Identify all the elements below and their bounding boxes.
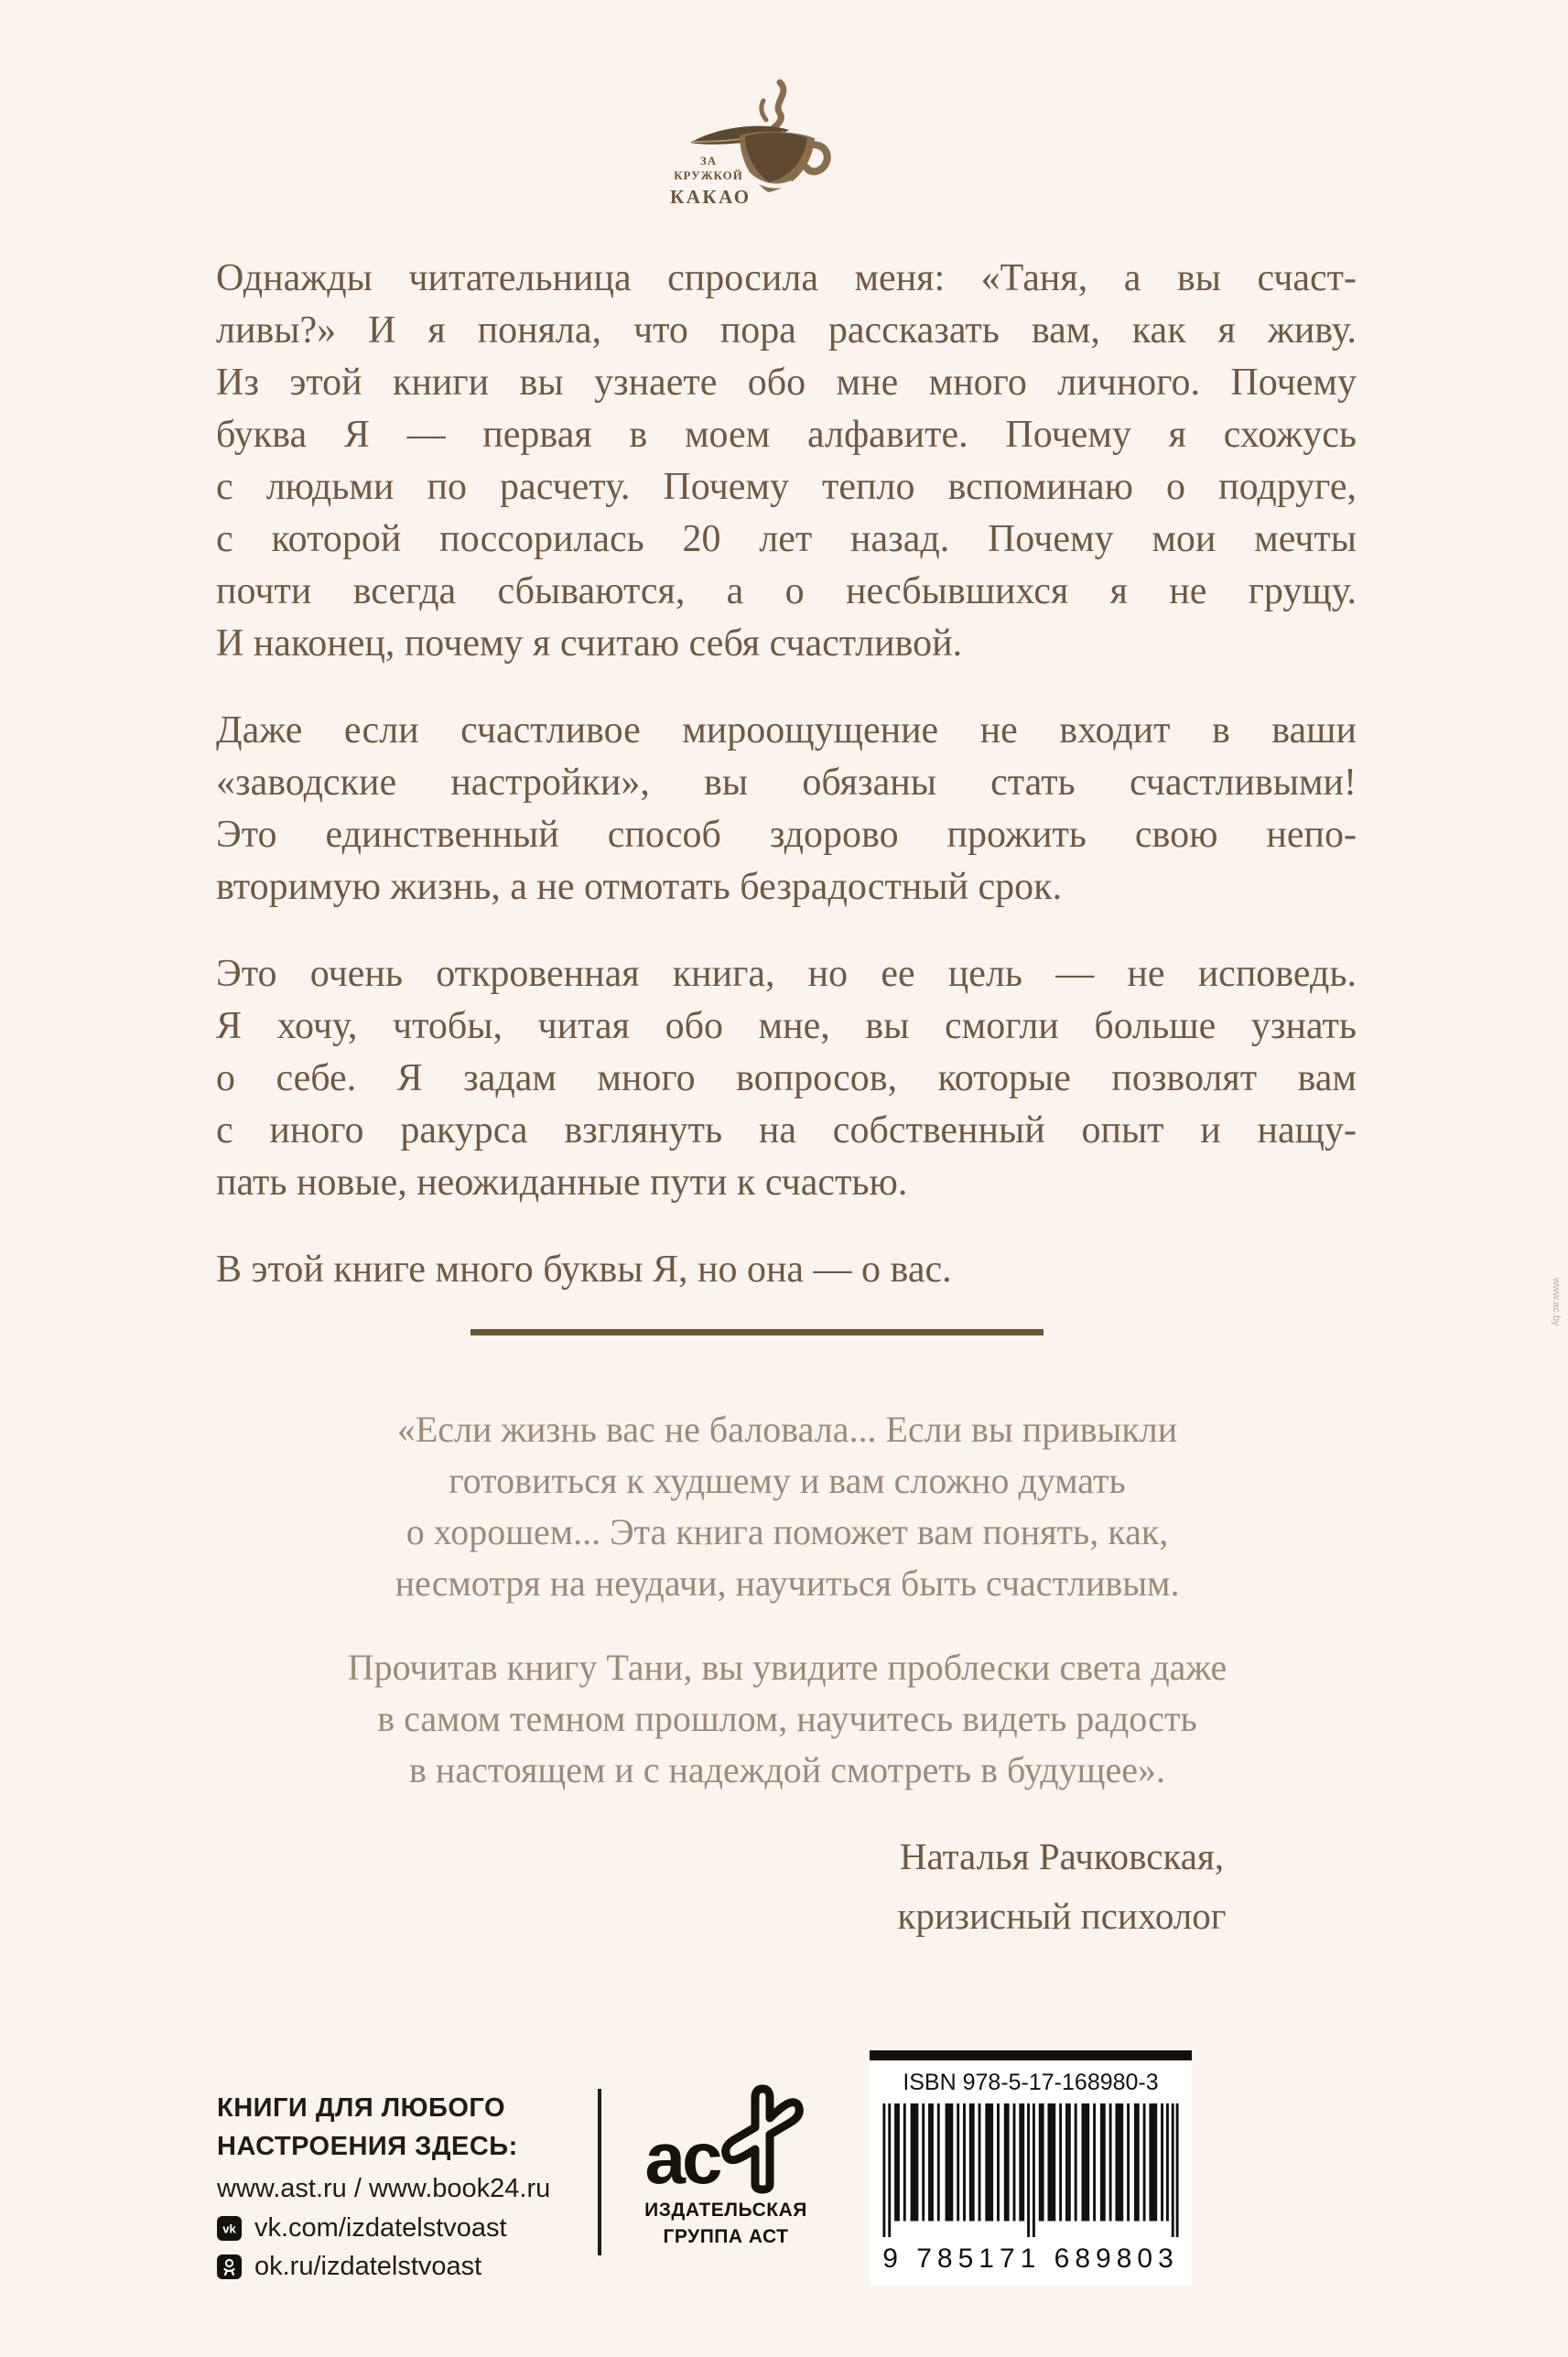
- text-line: пать новые, неожиданные пути к счастью.: [216, 1162, 908, 1204]
- paragraph: [247, 1642, 1327, 1796]
- barcode-digits: 9 785171 689803: [882, 2243, 1179, 2274]
- ast-logo-letters: ас: [644, 2117, 719, 2199]
- websites-text: www.ast.ru / www.book24.ru: [217, 2174, 551, 2203]
- ast-logo-block: [630, 2080, 822, 2250]
- ast-caption-line1: ИЗДАТЕЛЬСКАЯ: [644, 2200, 807, 2221]
- review-quote: [247, 1404, 1327, 1829]
- reviewer-title: кризисный психолог: [897, 1895, 1227, 1937]
- annotation-text: [216, 253, 1357, 1331]
- promo-heading-line2: НАСТРОЕНИЯ ЗДЕСЬ:: [217, 2132, 518, 2161]
- series-logo-line2: КАКАО: [670, 186, 752, 208]
- ast-logo: [630, 2080, 822, 2197]
- reviewer-signature: [806, 1827, 1318, 1946]
- paragraph: [216, 253, 1357, 670]
- text-line: Однажды читательница спросила меня: «Таня, а вы счаст-: [216, 257, 1357, 299]
- barcode-block: [870, 2050, 1192, 2286]
- text-line: Я хочу, чтобы, читая обо мне, вы смогли больше узнать: [216, 1005, 1357, 1047]
- paragraph: [216, 1244, 1357, 1296]
- isbn-text: ISBN 978-5-17-168980-3: [903, 2070, 1159, 2095]
- paragraph: [216, 948, 1357, 1209]
- text-line: Прочитав книгу Тани, вы увидите проблески света даже: [347, 1647, 1227, 1688]
- paragraph: [216, 705, 1357, 914]
- cocoa-cup-icon: [685, 79, 831, 207]
- odnoklassniki-icon: [217, 2254, 242, 2279]
- text-line: В этой книге много буквы Я, но она — о вас.: [216, 1249, 952, 1291]
- vk-link-row: [217, 2211, 550, 2245]
- promo-heading-line1: КНИГИ ДЛЯ ЛЮБОГО: [217, 2093, 506, 2123]
- text-line: Из этой книги вы узнаете обо мне много личного. Почему: [216, 362, 1357, 404]
- text-line: Это единственный способ здорово прожить свою непо-: [216, 814, 1357, 856]
- text-line: ливы?» И я поняла, что пора рассказать вам, как я живу.: [216, 309, 1357, 351]
- text-line: в настоящем и с надеждой смотреть в будущее».: [409, 1749, 1165, 1790]
- paragraph: [247, 1404, 1327, 1609]
- text-line: И наконец, почему я считаю себя счастливой.: [216, 622, 963, 665]
- text-line: с которой поссорилась 20 лет назад. Почему мои мечты: [216, 518, 1357, 560]
- text-line: Это очень откровенная книга, но ее цель — не исповедь.: [216, 953, 1357, 995]
- watermark-url: www.ac.by: [1551, 1278, 1562, 1326]
- section-divider: [470, 1329, 1044, 1335]
- vk-icon: [217, 2216, 242, 2241]
- text-line: с иного ракурса взглянуть на собственный опыт и нащу-: [216, 1109, 1357, 1151]
- footer-divider: [598, 2089, 601, 2255]
- text-line: Даже если счастливое мироощущение не входит в ваши: [216, 709, 1357, 751]
- text-line: о хорошем... Эта книга поможет вам понять, как,: [406, 1511, 1169, 1552]
- text-line: в самом темном прошлом, научитесь видеть радость: [377, 1698, 1197, 1739]
- text-line: буква Я — первая в моем алфавите. Почему я схожусь: [216, 414, 1357, 456]
- series-logo-line1: ЗА КРУЖКОЙ: [674, 154, 743, 182]
- vk-link-text: vk.com/izdatelstvoast: [254, 2213, 507, 2243]
- ast-figure-icon: [719, 2081, 806, 2197]
- text-line: «заводские настройки», вы обязаны стать счастливыми!: [216, 762, 1357, 804]
- text-line: «Если жизнь вас не баловала... Если вы привыкли: [396, 1409, 1178, 1450]
- publisher-links-block: [217, 2089, 550, 2284]
- ast-caption-line2: ГРУППА АСТ: [663, 2226, 789, 2247]
- text-line: почти всегда сбываются, а о несбывшихся я не грущу.: [216, 570, 1357, 612]
- text-line: с людьми по расчету. Почему тепло вспоминаю о подруге,: [216, 466, 1357, 508]
- text-line: о себе. Я задам много вопросов, которые позволят вам: [216, 1057, 1357, 1099]
- ok-link-text: ok.ru/izdatelstvoast: [254, 2252, 482, 2281]
- text-line: готовиться к худшему и вам сложно думать: [449, 1460, 1126, 1501]
- ok-link-row: [217, 2249, 550, 2284]
- ean13-barcode: [880, 2103, 1182, 2237]
- text-line: несмотря на неудачи, научиться быть счастливым.: [395, 1562, 1180, 1604]
- svg-text:vk: vk: [222, 2222, 236, 2235]
- barcode-top-bar: [870, 2050, 1192, 2060]
- barcode-box: [870, 2060, 1192, 2286]
- reviewer-name: Наталья Рачковская,: [899, 1835, 1225, 1877]
- text-line: вторимую жизнь, а не отмотать безрадостный срок.: [216, 866, 1063, 908]
